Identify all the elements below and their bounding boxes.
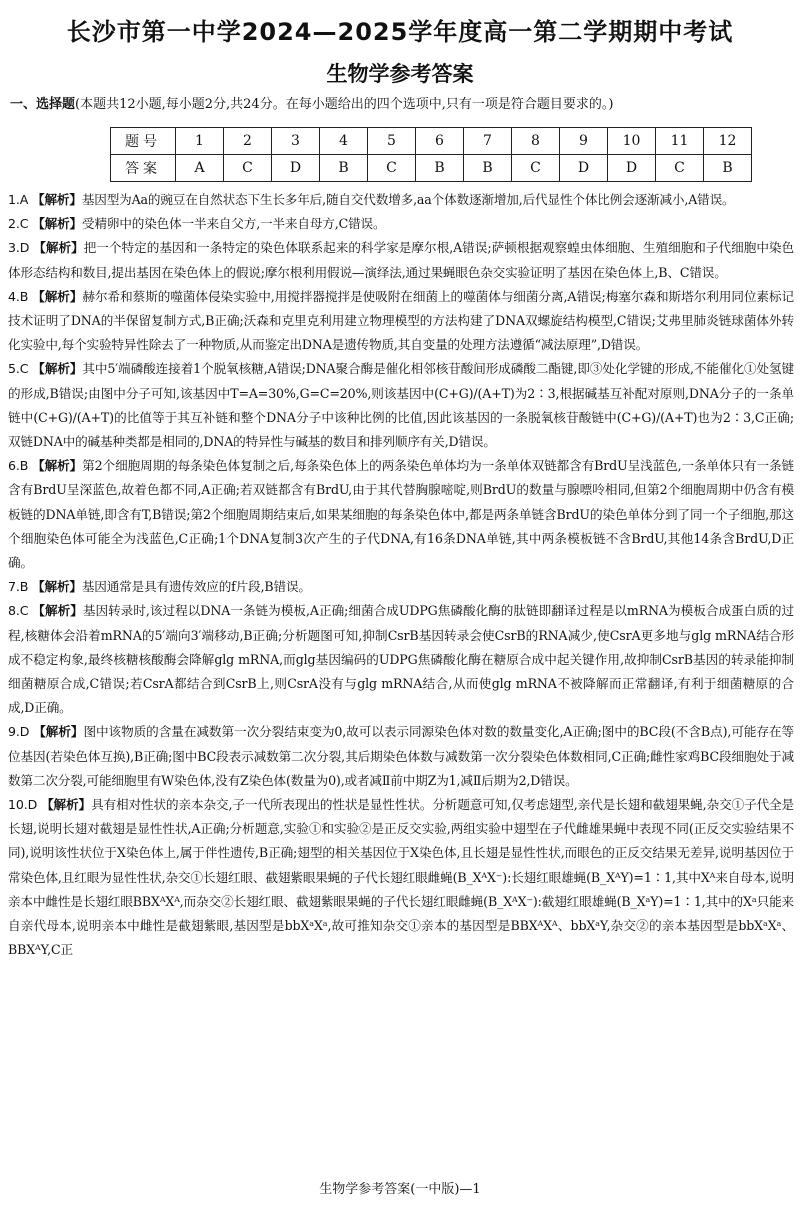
answer-cell: B [464,155,512,182]
analysis-tag: 【解析】 [32,361,83,377]
question-answer: 8.C [8,603,29,619]
explanation-text: 第2个细胞周期的每条染色体复制之后,每条染色体上的两条染色单体均为一条单体双链都含有BrdU呈浅蓝色,一条单体只有一条链含有BrdU呈深蓝色,故着色都不同,A正确;若双链都含有BrdU,由于其代替胸腺嘧啶,则BrdU的数量与腺嘌呤相同,但第2个细胞周期中仍含有模板链的DNA单链,即含有T,B错误;第2个细胞周期结束后,如果某细胞的每条染色体中,都是两条单链含BrdU的染色单体分到了同一个子细胞,那这个细胞染色体可能全为浅蓝色,C正确;1个DNA复制3次产生的子代DNA,有16条DNA单链,其中两条模板链不含BrdU,其他14条含BrdU,D正确。 [8,458,794,571]
question-answer: 3.D [8,240,30,256]
explanation-item [8,212,794,236]
question-number-cell: 10 [608,128,656,155]
analysis-tag: 【解析】 [41,797,92,813]
question-answer: 9.D [8,724,30,740]
page-subtitle: 生物学参考答案 [326,62,474,86]
explanation-item [8,793,794,962]
row-label-question-number: 题号 [111,128,176,155]
analysis-tag: 【解析】 [32,458,83,474]
answer-row [111,155,752,182]
answer-cell: D [272,155,320,182]
question-number-cell: 6 [416,128,464,155]
answer-cell: B [704,155,752,182]
question-number-cell: 7 [464,128,512,155]
row-label-answer: 答案 [111,155,176,182]
question-number-cell: 4 [320,128,368,155]
explanation-item [8,599,794,720]
analysis-tag: 【解析】 [33,240,84,256]
question-number-cell: 8 [512,128,560,155]
answer-cell: D [608,155,656,182]
page-footer: 生物学参考答案(一中版)—1 [319,1182,481,1197]
question-answer: 2.C [8,216,29,232]
page-title: 长沙市第一中学2024—2025学年度高一第二学期期中考试 [66,18,734,46]
question-number-cell: 3 [272,128,320,155]
explanation-text: 基因转录时,该过程以DNA一条链为模板,A正确;细菌合成UDPG焦磷酸化酶的肽链即翻译过程是以mRNA为模板合成蛋白质的过程,核糖体会沿着mRNA的5′端向3′端移动,B正确;分析题图可知,抑制CsrB基因转录会使CsrB的RNA减少,使CsrA更多地与glg mRNA结合形成不稳定构象,最终核糖核酸酶会降解glg mRNA,而glg基因编码的UDPG焦磷酸化酶在糖原合成中起关键作用,故抑制CsrB基因的转录能抑制细菌糖原合成,C错误;若CsrA都结合到CsrB上,则CsrA没有与glg mRNA结合,从而使glg mRNA不被降解而正常翻译,有利于细菌糖原的合成,D正确。 [8,603,794,716]
explanation-text: 基因型为Aa的豌豆在自然状态下生长多年后,随自交代数增多,aa个体数逐渐增加,后代显性个体比例会逐渐减小,A错误。 [81,192,735,207]
question-number-row [111,128,752,155]
explanation-item [8,575,794,599]
analysis-tag: 【解析】 [32,579,82,595]
answer-cell: A [176,155,224,182]
explanation-text: 赫尔希和蔡斯的噬菌体侵染实验中,用搅拌器搅拌是使吸附在细菌上的噬菌体与细菌分离,A错误;梅塞尔森和斯塔尔利用同位素标记技术证明了DNA的半保留复制方式,B正确;沃森和克里克利用建立物理模型的方法构建了DNA双螺旋结构模型,C错误;艾弗里肺炎链球菌体外转化实验中,每个实验特异性除去了一种物质,从而鉴定出DNA是遗传物质,其自变量的处理方法遵循“减法原理”,D错误。 [8,288,794,353]
section-heading [10,96,800,114]
question-number-cell: 5 [368,128,416,155]
analysis-tag: 【解析】 [33,724,84,740]
explanation-text: 受精卵中的染色体一半来自父方,一半来自母方,C错误。 [82,216,386,232]
question-answer: 1.A [8,192,29,207]
answer-cell: B [320,155,368,182]
analysis-tag: 【解析】 [32,192,82,207]
analysis-tag: 【解析】 [32,288,83,304]
explanation-item [8,720,794,793]
section-instructions: (本题共12小题,每小题2分,共24分。在每小题给出的四个选项中,只有一项是符合题目要求的。) [75,97,614,112]
explanation-item [8,454,794,575]
analysis-tag: 【解析】 [32,216,82,232]
answer-cell: C [224,155,272,182]
question-number-cell: 11 [656,128,704,155]
question-answer: 4.B [8,288,29,304]
analysis-tag: 【解析】 [32,603,83,619]
question-number-cell: 1 [176,128,224,155]
answer-cell: B [416,155,464,182]
question-answer: 7.B [8,579,29,595]
question-number-cell: 9 [560,128,608,155]
explanation-text: 图中该物质的含量在减数第一次分裂结束变为0,故可以表示同源染色体对数的数量变化,A正确;图中的BC段(不含B点),可能存在等位基因(若染色体互换),B正确;图中BC段表示减数第二次分裂,其后期染色体数与减数第一次分裂染色体数相同,C正确;雌性家鸡BC段细胞处于减数第二次分裂,可能细胞里有W染色体,没有Z染色体(数量为0),或者减Ⅱ前中期Z为1,减Ⅱ后期为2,D错误。 [8,724,794,788]
explanations [8,188,794,963]
explanation-text: 基因通常是具有遗传效应的f片段,B错误。 [81,579,311,595]
explanation-text: 具有相对性状的亲本杂交,子一代所表现出的性状是显性性状。分析题意可知,仅考虑翅型,亲代是长翅和截翅果蝇,杂交①子代全是长翅,说明长翅对截翅是显性性状,A正确;分析题意,实验①和实验②是正反交实验,两组实验中翅型在子代雌雄果蝇中表现不同(正反交实验结果不同),说明该性状位于X染色体上,属于伴性遗传,B正确;翅型的相关基因位于X染色体,且长翅是显性性状,而眼色的正反交结果无差异,说明基因位于常染色体,且红眼为显性性状,杂交①长翅红眼、截翅紫眼果蝇的子代长翅红眼雌蝇(B_XᴬX⁻):长翅红眼雄蝇(B_XᴬY)=1∶1,其中Xᴬ来自母本,说明亲本中雌性是长翅红眼BBXᴬXᴬ,而杂交②长翅红眼、截翅紫眼果蝇的子代长翅红眼雌蝇(B_XᴬX⁻):截翅红眼雄蝇(B_XᵃY)=1∶1,其中的Xᵃ只能来自亲代母本,说明亲本中雌性是截翅紫眼,基因型是bbXᵃXᵃ,故可推知杂交①亲本的基因型是BBXᴬXᴬ、bbXᵃY,杂交②的亲本基因型是bbXᵃXᵃ、BBXᴬY,C正 [8,797,795,958]
question-number-cell: 12 [704,128,752,155]
answer-cell: D [560,155,608,182]
answer-table [110,127,752,182]
question-number-cell: 2 [224,128,272,155]
explanation-item [8,285,794,358]
answer-cell: C [512,155,560,182]
explanation-item [8,188,794,212]
answer-cell: C [368,155,416,182]
answer-cell: C [656,155,704,182]
question-answer: 6.B [8,458,29,474]
question-answer: 5.C [8,361,29,377]
question-answer: 10.D [8,797,38,813]
explanation-item [8,236,794,284]
section-label: 一、选择题 [10,97,76,112]
explanation-item [8,357,794,454]
explanation-text: 其中5′端磷酸连接着1个脱氧核糖,A错误;DNA聚合酶是催化相邻核苷酸间形成磷酸二酯键,即③处化学键的形成,不能催化①处氢键的形成,B错误;由图中分子可知,该基因中T=A=30%,G=C=20%,则该基因中(C+G)/(A+T)为2∶3,根据碱基互补配对原则,DNA分子的一条单链中(C+G)/(A+T)的比值等于其互补链和整个DNA分子中该种比例的比值,因此该基因的一条脱氧核苷酸链中(C+G)/(A+T)也为2∶3,C正确;双链DNA中的碱基种类都是相同的,DNA的特异性与碱基的数目和排列顺序有关,D错误。 [8,361,794,450]
explanation-text: 把一个特定的基因和一条特定的染色体联系起来的科学家是摩尔根,A错误;萨顿根据观察蝗虫体细胞、生殖细胞和子代细胞中染色体形态结构和数目,提出基因在染色体上的假说;摩尔根利用假说—演绎法,通过果蝇眼色杂交实验证明了基因在染色体上,B、C错误。 [8,240,794,280]
